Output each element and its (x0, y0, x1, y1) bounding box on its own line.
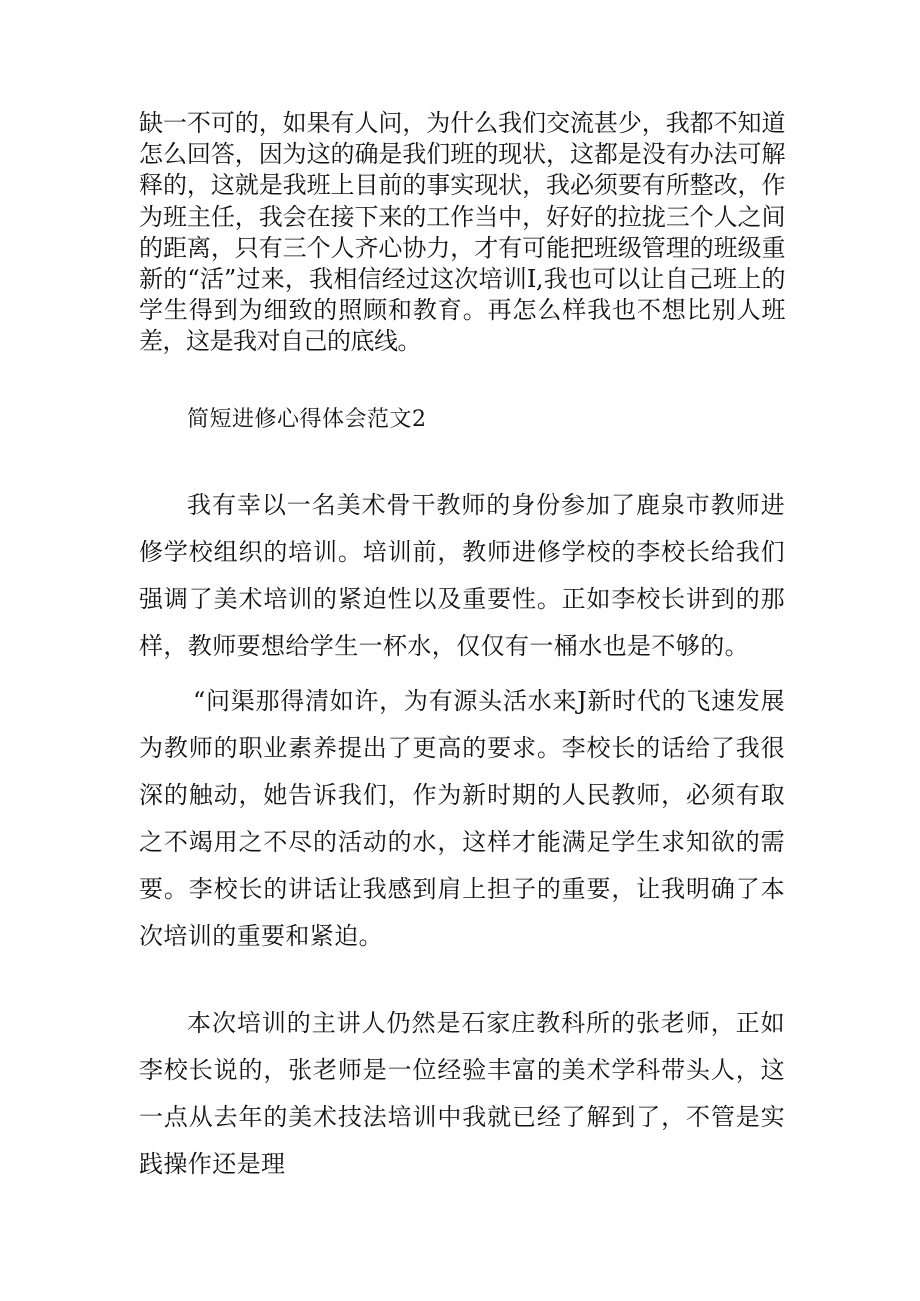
body-paragraph-1: 我有幸以一名美术骨干教师的身份参加了鹿泉市教师进修学校组织的培训。培训前，教师进修学校的李校长给我们强调了美术培训的紧迫性以及重要性。正如李校长讲到的那样，教师要想给学生一杯水，仅仅有一桶水也是不够的。 (139, 491, 785, 660)
continuation-paragraph: 缺一不可的，如果有人问，为什么我们交流甚少，我都不知道怎么回答，因为这的确是我们班的现状，这都是没有办法可解释的，这就是我班上目前的事实现状，我必须要有所整改，作为班主任，我会在接下来的工作当中，好好的拉拢三个人之间的距离，只有三个人齐心协力，才有可能把班级管理的班级重新的“活”过来，我相信经过这次培训I,我也可以让自己班上的学生得到为细致的照顾和教育。再怎么样我也不想比别人班差，这是我对自己的底线。 (139, 109, 785, 356)
body-paragraph-3: 本次培训的主讲人仍然是石家庄教科所的张老师，正如李校长说的，张老师是一位经验丰富的美术学科带头人，这一点从去年的美术技法培训中我就已经了解到了，不管是实践操作还是理 (139, 1009, 785, 1178)
body-paragraph-2: “问渠那得清如许，为有源头活水来J新时代的飞速发展为教师的职业素养提出了更高的要求。李校长的话给了我很深的触动，她告诉我们，作为新时期的人民教师，必须有取之不竭用之不尽的活动的水，这样才能满足学生求知欲的需要。李校长的讲话让我感到肩上担子的重要，让我明确了本次培训的重要和紧迫。 (139, 687, 785, 950)
section-heading: 简短进修心得体会范文2 (187, 407, 427, 432)
